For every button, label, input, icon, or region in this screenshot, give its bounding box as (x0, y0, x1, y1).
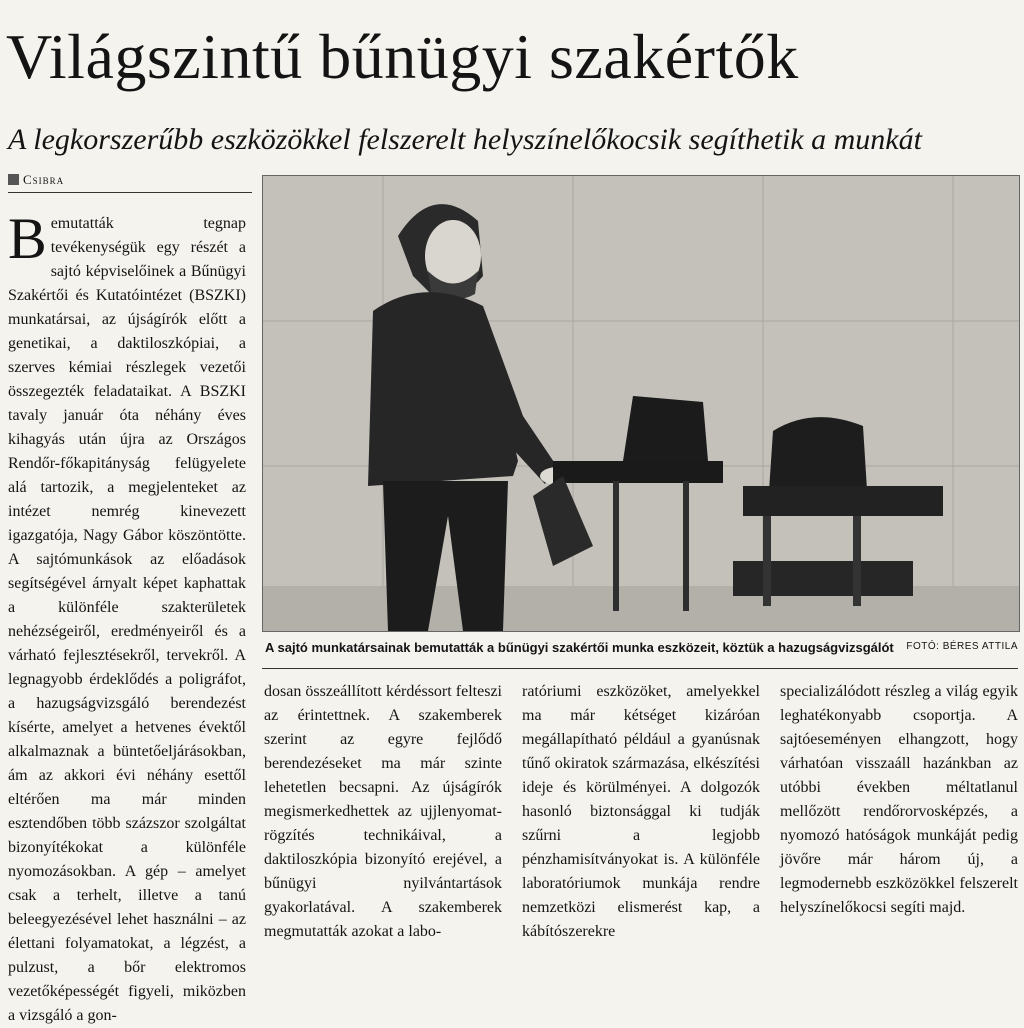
photo-caption (265, 640, 1018, 660)
article-text-4: specializálódott részleg a világ egyik leghatékonyabb csoportja. A sajtóeseményen elhangzott, hogy várhatóan visszaáll hazánkban az utóbbi években méltatlanul mellőzött rendőrorvosképzés, a nyomozó hatóságok munkáját pedig jövőre már három új, a legmodernebb eszközökkel felszerelt helyszínelőkocsi segíti majd. (780, 683, 1018, 916)
article-column-3 (522, 680, 760, 944)
author-marker-icon (8, 174, 19, 185)
caption-text: A sajtó munkatársainak bemutatták a bűnügyi szakértői munka eszközeit, köztük a hazugságvizsgálót (265, 640, 894, 655)
news-photo (262, 175, 1020, 632)
article-column-2 (264, 680, 502, 944)
article-text-1: emutatták tegnap tevékenységük egy részét a sajtó képviselőinek a Bűnügyi Szakértői és Kutatóintézet (BSZKI) munkatársai, az újságírók előtt a genetikai, a daktiloszkópiai, a szerves kémiai részlegek vezetői összegezték feladataikat. A BSZKI tavaly január óta néhány éves kihagyás után újra az Országos Rendőr-főkapitányság felügyelete alá tartozik, a megjelenteket az intézet nemrég kinevezett igazgatója, Nagy Gábor köszöntötte. A sajtómunkások az előadások segítségével árnyalt képet kaphattak a különféle szakterületek nehézségeiről, eredményeiről és a várható fejlesztésekről, tervekről. A legnagyobb érdeklődés a poligráfot, a hazugságvizsgáló berendezést kísérte, amelyet a hetvenes évektől alkalmaznak a büntetőeljárásokban, ám az akkori évi néhány esettől eltérően ma már minden esztendőben több százszor szolgáltat bizonyítékokat a különféle nyomozásokban. A gép – amelyet csak a terhelt, illetve a tanú beleegyezésével lehet használni – az élettani folyamatokat, a légzést, a pulzust, a bőr elektromos vezetőképességét figyeli, miközben a vizsgáló a gon- (8, 215, 246, 1024)
subheadline: A legkorszerűbb eszközökkel felszerelt helyszínelőkocsik segíthetik a munkát (8, 123, 922, 156)
article-text-2: dosan összeállított kérdéssort felteszi az érintettnek. A szakemberek szerint az egyre fejlődő berendezéseket ma már szinte lehetetlen becsapni. Az újságírók megismerkedhettek az ujjlenyomat-rögzítés technikáival, a daktiloszkópia bizonyító erejével, a bűnügyi nyilvántartások gyakorlatával. A szakemberek megmutatták azokat a labo- (264, 683, 502, 940)
article-text-3: ratóriumi eszközöket, amelyekkel ma már kétséget kizáróan megállapítható például a gyanúsnak tűnő okiratok származása, elkészítési ideje és körülményei. A dolgozók hasonló biztonsággal ki tudják szűrni a legjobb pénzhamisítványokat is. A különféle laboratóriumok munkája rendre nemzetközi elismerést kap, a kábítószerekre (522, 683, 760, 940)
article-column-1 (8, 206, 246, 1028)
photo-credit: FOTÓ: BÉRES ATTILA (906, 641, 1018, 652)
author-name: Csibra (23, 172, 65, 187)
article-column-4 (780, 680, 1018, 920)
drop-cap: B (8, 206, 47, 271)
caption-divider (262, 668, 1018, 669)
headline: Világszintű bűnügyi szakértők (6, 21, 799, 92)
byline (8, 172, 252, 193)
